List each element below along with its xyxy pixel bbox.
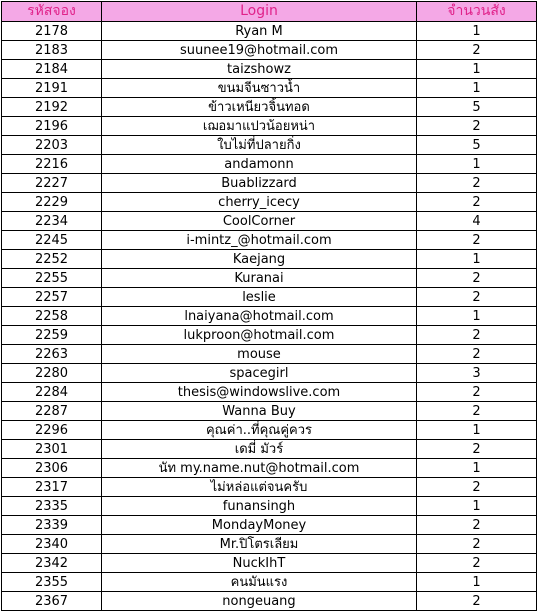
table-row bbox=[2, 136, 537, 155]
cell-qty: 1 bbox=[417, 250, 537, 269]
cell-code: 2178 bbox=[2, 22, 102, 41]
table-row bbox=[2, 345, 537, 364]
table-row bbox=[2, 516, 537, 535]
cell-code: 2296 bbox=[2, 421, 102, 440]
table-row bbox=[2, 535, 537, 554]
cell-code: 2191 bbox=[2, 79, 102, 98]
table-row bbox=[2, 60, 537, 79]
cell-code: 2183 bbox=[2, 41, 102, 60]
cell-login: i-mintz_@hotmail.com bbox=[102, 231, 417, 250]
cell-login: nongeuang bbox=[102, 592, 417, 611]
cell-code: 2203 bbox=[2, 136, 102, 155]
cell-login: lukproon@hotmail.com bbox=[102, 326, 417, 345]
header-qty: จำนวนสั่ง bbox=[417, 2, 537, 22]
cell-qty: 5 bbox=[417, 98, 537, 117]
cell-login: Ryan M bbox=[102, 22, 417, 41]
header-code: รหัสจอง bbox=[2, 2, 102, 22]
table-row bbox=[2, 174, 537, 193]
cell-login: taizshowz bbox=[102, 60, 417, 79]
header-row bbox=[2, 2, 537, 22]
cell-login: Buablizzard bbox=[102, 174, 417, 193]
cell-code: 2263 bbox=[2, 345, 102, 364]
table-row bbox=[2, 421, 537, 440]
cell-login: เดมี่ มัวร์ bbox=[102, 440, 417, 459]
table-row bbox=[2, 117, 537, 136]
cell-qty: 2 bbox=[417, 535, 537, 554]
cell-login: Kaejang bbox=[102, 250, 417, 269]
table-row bbox=[2, 383, 537, 402]
cell-login: ขนมจีนซาวน้ำ bbox=[102, 79, 417, 98]
table-row bbox=[2, 288, 537, 307]
cell-login: andamonn bbox=[102, 155, 417, 174]
table-row bbox=[2, 307, 537, 326]
cell-code: 2192 bbox=[2, 98, 102, 117]
cell-code: 2257 bbox=[2, 288, 102, 307]
cell-code: 2245 bbox=[2, 231, 102, 250]
cell-login: lnaiyana@hotmail.com bbox=[102, 307, 417, 326]
cell-login: Mr.ปิโตรเลียม bbox=[102, 535, 417, 554]
cell-login: spacegirl bbox=[102, 364, 417, 383]
cell-code: 2184 bbox=[2, 60, 102, 79]
cell-qty: 1 bbox=[417, 497, 537, 516]
cell-qty: 2 bbox=[417, 174, 537, 193]
table-row bbox=[2, 326, 537, 345]
cell-qty: 2 bbox=[417, 326, 537, 345]
cell-qty: 1 bbox=[417, 459, 537, 478]
cell-login: Kuranai bbox=[102, 269, 417, 288]
cell-qty: 1 bbox=[417, 60, 537, 79]
orders-table bbox=[1, 1, 537, 611]
cell-qty: 2 bbox=[417, 231, 537, 250]
cell-qty: 1 bbox=[417, 573, 537, 592]
cell-qty: 1 bbox=[417, 307, 537, 326]
cell-qty: 1 bbox=[417, 22, 537, 41]
cell-qty: 4 bbox=[417, 212, 537, 231]
table-row bbox=[2, 155, 537, 174]
cell-qty: 2 bbox=[417, 402, 537, 421]
cell-qty: 2 bbox=[417, 383, 537, 402]
cell-code: 2306 bbox=[2, 459, 102, 478]
cell-code: 2284 bbox=[2, 383, 102, 402]
table-row bbox=[2, 573, 537, 592]
cell-code: 2255 bbox=[2, 269, 102, 288]
cell-login: funansingh bbox=[102, 497, 417, 516]
cell-login: suunee19@hotmail.com bbox=[102, 41, 417, 60]
header-login: Login bbox=[102, 2, 417, 22]
cell-code: 2227 bbox=[2, 174, 102, 193]
table-row bbox=[2, 41, 537, 60]
cell-login: นัท my.name.nut@hotmail.com bbox=[102, 459, 417, 478]
cell-qty: 2 bbox=[417, 41, 537, 60]
cell-code: 2259 bbox=[2, 326, 102, 345]
cell-login: cherry_icecy bbox=[102, 193, 417, 212]
table-row bbox=[2, 497, 537, 516]
table-row bbox=[2, 459, 537, 478]
cell-login: Wanna Buy bbox=[102, 402, 417, 421]
table-row bbox=[2, 554, 537, 573]
table-row bbox=[2, 98, 537, 117]
cell-login: mouse bbox=[102, 345, 417, 364]
cell-code: 2252 bbox=[2, 250, 102, 269]
cell-login: ไม่หล่อแต่จนครับ bbox=[102, 478, 417, 497]
cell-qty: 2 bbox=[417, 269, 537, 288]
table-row bbox=[2, 440, 537, 459]
cell-qty: 2 bbox=[417, 440, 537, 459]
cell-code: 2355 bbox=[2, 573, 102, 592]
cell-code: 2280 bbox=[2, 364, 102, 383]
cell-qty: 2 bbox=[417, 345, 537, 364]
cell-code: 2258 bbox=[2, 307, 102, 326]
table-row bbox=[2, 231, 537, 250]
table-row bbox=[2, 402, 537, 421]
cell-login: NuckIhT bbox=[102, 554, 417, 573]
cell-login: MondayMoney bbox=[102, 516, 417, 535]
cell-qty: 1 bbox=[417, 155, 537, 174]
cell-qty: 1 bbox=[417, 79, 537, 98]
table-row bbox=[2, 193, 537, 212]
cell-qty: 2 bbox=[417, 516, 537, 535]
table-row bbox=[2, 269, 537, 288]
cell-qty: 2 bbox=[417, 478, 537, 497]
cell-code: 2342 bbox=[2, 554, 102, 573]
cell-code: 2340 bbox=[2, 535, 102, 554]
table-row bbox=[2, 364, 537, 383]
cell-qty: 2 bbox=[417, 554, 537, 573]
cell-login: คุณค่า..ที่คุณคู่ควร bbox=[102, 421, 417, 440]
table-row bbox=[2, 212, 537, 231]
cell-code: 2196 bbox=[2, 117, 102, 136]
table-row bbox=[2, 79, 537, 98]
table-row bbox=[2, 250, 537, 269]
table-row bbox=[2, 592, 537, 611]
cell-qty: 2 bbox=[417, 117, 537, 136]
cell-qty: 2 bbox=[417, 592, 537, 611]
cell-code: 2229 bbox=[2, 193, 102, 212]
cell-login: CoolCorner bbox=[102, 212, 417, 231]
cell-qty: 2 bbox=[417, 288, 537, 307]
cell-qty: 2 bbox=[417, 193, 537, 212]
cell-code: 2301 bbox=[2, 440, 102, 459]
cell-code: 2317 bbox=[2, 478, 102, 497]
cell-code: 2216 bbox=[2, 155, 102, 174]
table-row bbox=[2, 22, 537, 41]
cell-code: 2367 bbox=[2, 592, 102, 611]
cell-qty: 1 bbox=[417, 421, 537, 440]
cell-login: คนมันแรง bbox=[102, 573, 417, 592]
cell-code: 2339 bbox=[2, 516, 102, 535]
table-row bbox=[2, 478, 537, 497]
cell-code: 2287 bbox=[2, 402, 102, 421]
cell-login: ใบไม่ที่ปลายกิ่ง bbox=[102, 136, 417, 155]
cell-login: ข้าวเหนียวจิ้นทอด bbox=[102, 98, 417, 117]
cell-login: เฌอมาแปวน้อยหน่า bbox=[102, 117, 417, 136]
cell-login: thesis@windowslive.com bbox=[102, 383, 417, 402]
cell-login: leslie bbox=[102, 288, 417, 307]
cell-qty: 5 bbox=[417, 136, 537, 155]
cell-qty: 3 bbox=[417, 364, 537, 383]
cell-code: 2234 bbox=[2, 212, 102, 231]
cell-code: 2335 bbox=[2, 497, 102, 516]
